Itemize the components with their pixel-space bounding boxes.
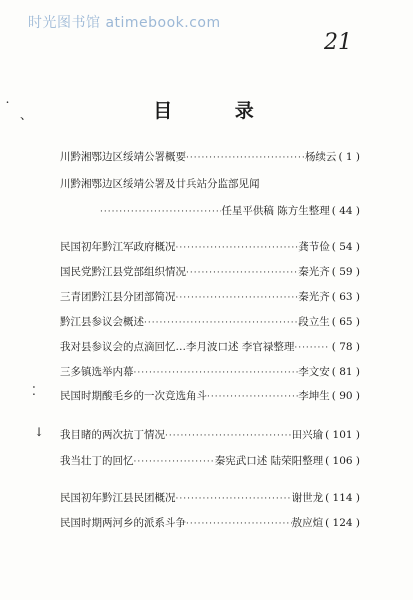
entry-page: ( 114 ) xyxy=(325,492,360,504)
entry-page: ( 78 ) xyxy=(331,341,360,353)
entry-title: 川黔湘鄂边区绥靖公署及廿兵站分监部见闻 xyxy=(60,178,260,190)
entry-title: 黔江县参议会概述 xyxy=(60,316,144,328)
entry-title: 我当壮丁的回忆 xyxy=(60,455,134,467)
toc-entry xyxy=(60,150,360,165)
leader-dots xyxy=(294,341,329,355)
entry-page: ( 1 ) xyxy=(338,151,360,163)
leader-dots xyxy=(176,492,292,506)
margin-mark: ⁚ xyxy=(32,384,36,398)
toc-entry xyxy=(60,290,360,305)
entry-title: 三青团黔江县分团部简况 xyxy=(60,291,176,303)
entry-title: 我目睹的两次抗丁情况 xyxy=(60,429,165,441)
entry-title: 民国初年黔江县民团概况 xyxy=(60,492,176,504)
toc-entry xyxy=(60,265,360,280)
toc-entry-continuation xyxy=(60,204,360,219)
entry-title: 三多镇选举内幕 xyxy=(60,366,134,378)
entry-page: ( 63 ) xyxy=(331,291,360,303)
leader-dots xyxy=(176,291,299,305)
leader-dots xyxy=(100,205,221,219)
leader-dots xyxy=(134,366,299,380)
toc-entry xyxy=(60,315,360,330)
entry-page: ( 106 ) xyxy=(325,455,360,467)
toc-entry xyxy=(60,516,360,531)
entry-author: 谢世龙 xyxy=(291,492,324,504)
toc-entry xyxy=(60,340,360,355)
toc-entry xyxy=(60,365,360,380)
entry-author: 李文安 xyxy=(298,366,330,378)
entry-page: ( 101 ) xyxy=(325,429,360,441)
leader-dots xyxy=(134,455,215,469)
entry-page: ( 124 ) xyxy=(325,517,360,529)
entry-title: 民国初年黔江军政府概况 xyxy=(60,241,176,253)
leader-dots xyxy=(176,241,299,255)
leader-dots xyxy=(186,517,292,531)
margin-mark: ↓ xyxy=(34,425,45,439)
entry-page: ( 59 ) xyxy=(331,266,360,278)
entry-title: 川黔湘鄂边区绥靖公署概要 xyxy=(60,151,186,163)
entry-author: 秦宪武口述 陆荣阳整理 xyxy=(214,455,324,467)
entry-author: 段立生 xyxy=(298,316,330,328)
toc-entry xyxy=(60,389,360,404)
entry-page: ( 54 ) xyxy=(331,241,360,253)
entry-author: 杨续云 xyxy=(304,151,337,163)
leader-dots xyxy=(207,390,298,404)
leader-dots xyxy=(186,151,305,165)
toc-entry xyxy=(60,177,360,191)
margin-mark: ˙ xyxy=(4,100,11,116)
toc-entry xyxy=(60,240,360,255)
entry-author: 秦光齐 xyxy=(298,291,330,303)
leader-dots xyxy=(186,266,298,280)
entry-author: 李坤生 xyxy=(298,390,330,402)
entry-page: ( 90 ) xyxy=(331,390,360,402)
leader-dots xyxy=(165,429,292,443)
entry-page: ( 65 ) xyxy=(331,316,360,328)
entry-author: 秦光齐 xyxy=(298,266,330,278)
toc-entry xyxy=(60,454,360,469)
entry-author: 任星平供稿 陈方生整理 xyxy=(221,205,330,217)
watermark-text: 时光图书馆 atimebook.com xyxy=(28,15,221,31)
entry-author: 龚节俭 xyxy=(298,241,330,253)
entry-title: 我对县参议会的点滴回忆…李月波口述 李官禄整理 xyxy=(60,341,295,353)
page-title: 目 录 xyxy=(153,100,282,122)
leader-dots xyxy=(144,316,298,330)
entry-page: ( 44 ) xyxy=(331,205,360,217)
toc-entry xyxy=(60,491,360,506)
entry-title: 民国时期两河乡的派系斗争 xyxy=(60,517,186,529)
entry-title: 民国时期酸毛乡的一次竞选角斗 xyxy=(60,390,207,402)
entry-page: ( 81 ) xyxy=(331,366,360,378)
entry-author: 敖应煊 xyxy=(291,517,324,529)
toc-entry xyxy=(60,428,360,443)
handwritten-page-number: 21 xyxy=(324,30,352,55)
margin-mark: 、 xyxy=(20,108,33,122)
entry-title: 国民党黔江县党部组织情况 xyxy=(60,266,186,278)
entry-author: 田兴瑜 xyxy=(291,429,324,441)
